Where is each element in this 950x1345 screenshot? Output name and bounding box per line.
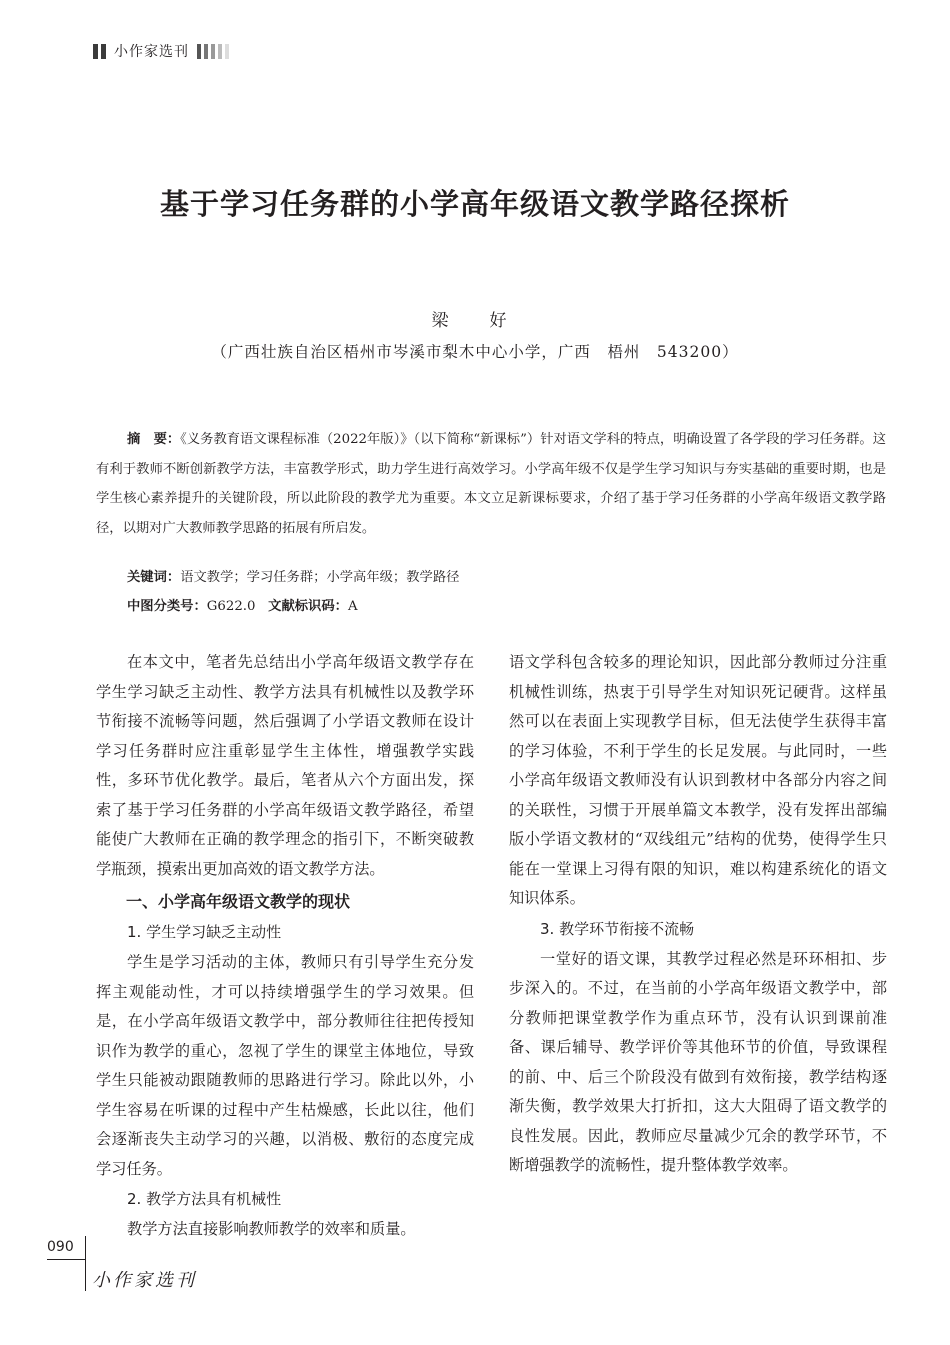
journal-name: 小作家选刊 [114, 44, 189, 60]
header-bars-right [197, 44, 229, 59]
footer-rule-horizontal [47, 1259, 85, 1260]
abstract-label: 摘 要： [127, 432, 181, 447]
subsection-heading-2: 2. 教学方法具有机械性 [127, 1190, 282, 1208]
keywords-label: 关键词： [127, 570, 181, 585]
header-bars-left [93, 44, 106, 59]
keywords [127, 566, 459, 585]
paragraph-1: 学生是学习活动的主体，教师只有引导学生充分发挥主观能动性，才可以持续增强学生的学习效果。但是，在小学高年级语文教学中，部分教师往往把传授知识作为教学的重心，忽视了学生的课堂主体地位，导致学生只能被动跟随教师的思路进行学习。除此以外，小学生容易在听课的过程中产生枯燥感，长此以往，他们会逐渐丧失主动学习的兴趣，以消极、敷衍的态度完成学习任务。 [96, 953, 474, 1178]
running-header [93, 40, 229, 62]
clc-label: 中图分类号： [127, 599, 207, 614]
footer-rule-vertical [85, 1236, 86, 1291]
author-affiliation: （广西壮族自治区梧州市岑溪市梨木中心小学，广西 梧州 543200） [211, 343, 739, 361]
paragraph-3: 一堂好的语文课，其教学过程必然是环环相扣、步步深入的。不过，在当前的小学高年级语文教学中，部分教师把课堂教学作为重点环节，没有认识到课前准备、课后辅导、教学评价等其他环节的价值，导致课程的前、中、后三个阶段没有做到有效衔接，教学结构逐渐失衡，教学效果大打折扣，这大大阻碍了语文教学的良性发展。因此，教师应尽量减少冗余的教学环节，不断增强教学的流畅性，提升整体教学效率。 [509, 949, 887, 1174]
doc-code-label: 文献标识码： [268, 599, 348, 614]
subsection-heading-3: 3. 教学环节衔接不流畅 [540, 919, 695, 938]
page-number: 090 [47, 1239, 74, 1255]
article-title: 基于学习任务群的小学高年级语文教学路径探析 [159, 187, 790, 221]
doc-code-value: A [347, 599, 358, 614]
intro-paragraph: 在本文中，笔者先总结出小学高年级语文教学存在学生学习缺乏主动性、教学方法具有机械性以及教学环节衔接不流畅等问题，然后强调了小学语文教师在设计学习任务群时应注重彰显学生主体性，增强教学实践性，多环节优化教学。最后，笔者从六个方面出发，探索了基于学习任务群的小学高年级语文教学路径，希望能使广大教师在正确的教学理念的指引下，不断突破教学瓶颈，摸索出更加高效的语文教学方法。 [96, 653, 474, 878]
subsection-heading-1: 1. 学生学习缺乏主动性 [127, 923, 282, 941]
paragraph-2b: 语文学科包含较多的理论知识，因此部分教师过分注重机械性训练，热衷于引导学生对知识死记硬背。这样虽然可以在表面上实现教学目标，但无法使学生获得丰富的学习体验，不利于学生的长足发展。与此同时，一些小学高年级语文教师没有认识到教材中各部分内容之间的关联性，习惯于开展单篇文本教学，没有发挥出部编版小学语文教材的“双线组元”结构的优势，使得学生只能在一堂课上习得有限的知识，难以构建系统化的语文知识体系。 [509, 653, 887, 907]
clc-value: G622.0 [206, 599, 256, 614]
body-column-right [509, 648, 887, 1181]
keywords-text: 语文教学；学习任务群；小学高年级；教学路径 [180, 570, 460, 585]
classification [127, 595, 358, 614]
footer-logo: 小作家选刊 [92, 1270, 197, 1291]
section-heading-1: 一、小学高年级语文教学的现状 [126, 892, 351, 911]
abstract-text: 《义务教育语文课程标准（2022年版）》（以下简称“新课标”）针对语文学科的特点，明确设置了各学段的学习任务群。这有利于教师不断创新教学方法，丰富教学形式，助力学生进行高效学习。小学高年级不仅是学生学习知识与夯实基础的重要时期，也是学生核心素养提升的关键阶段，所以此阶段的教学尤为重要。本文立足新课标要求，介绍了基于学习任务群的小学高年级语文教学路径，以期对广大教师教学思路的拓展有所启发。 [96, 432, 887, 536]
abstract [96, 425, 886, 543]
author-name: 梁 好 [431, 311, 519, 331]
body-column-left [96, 648, 474, 1245]
paragraph-2a: 教学方法直接影响教师教学的效率和质量。 [127, 1220, 416, 1238]
